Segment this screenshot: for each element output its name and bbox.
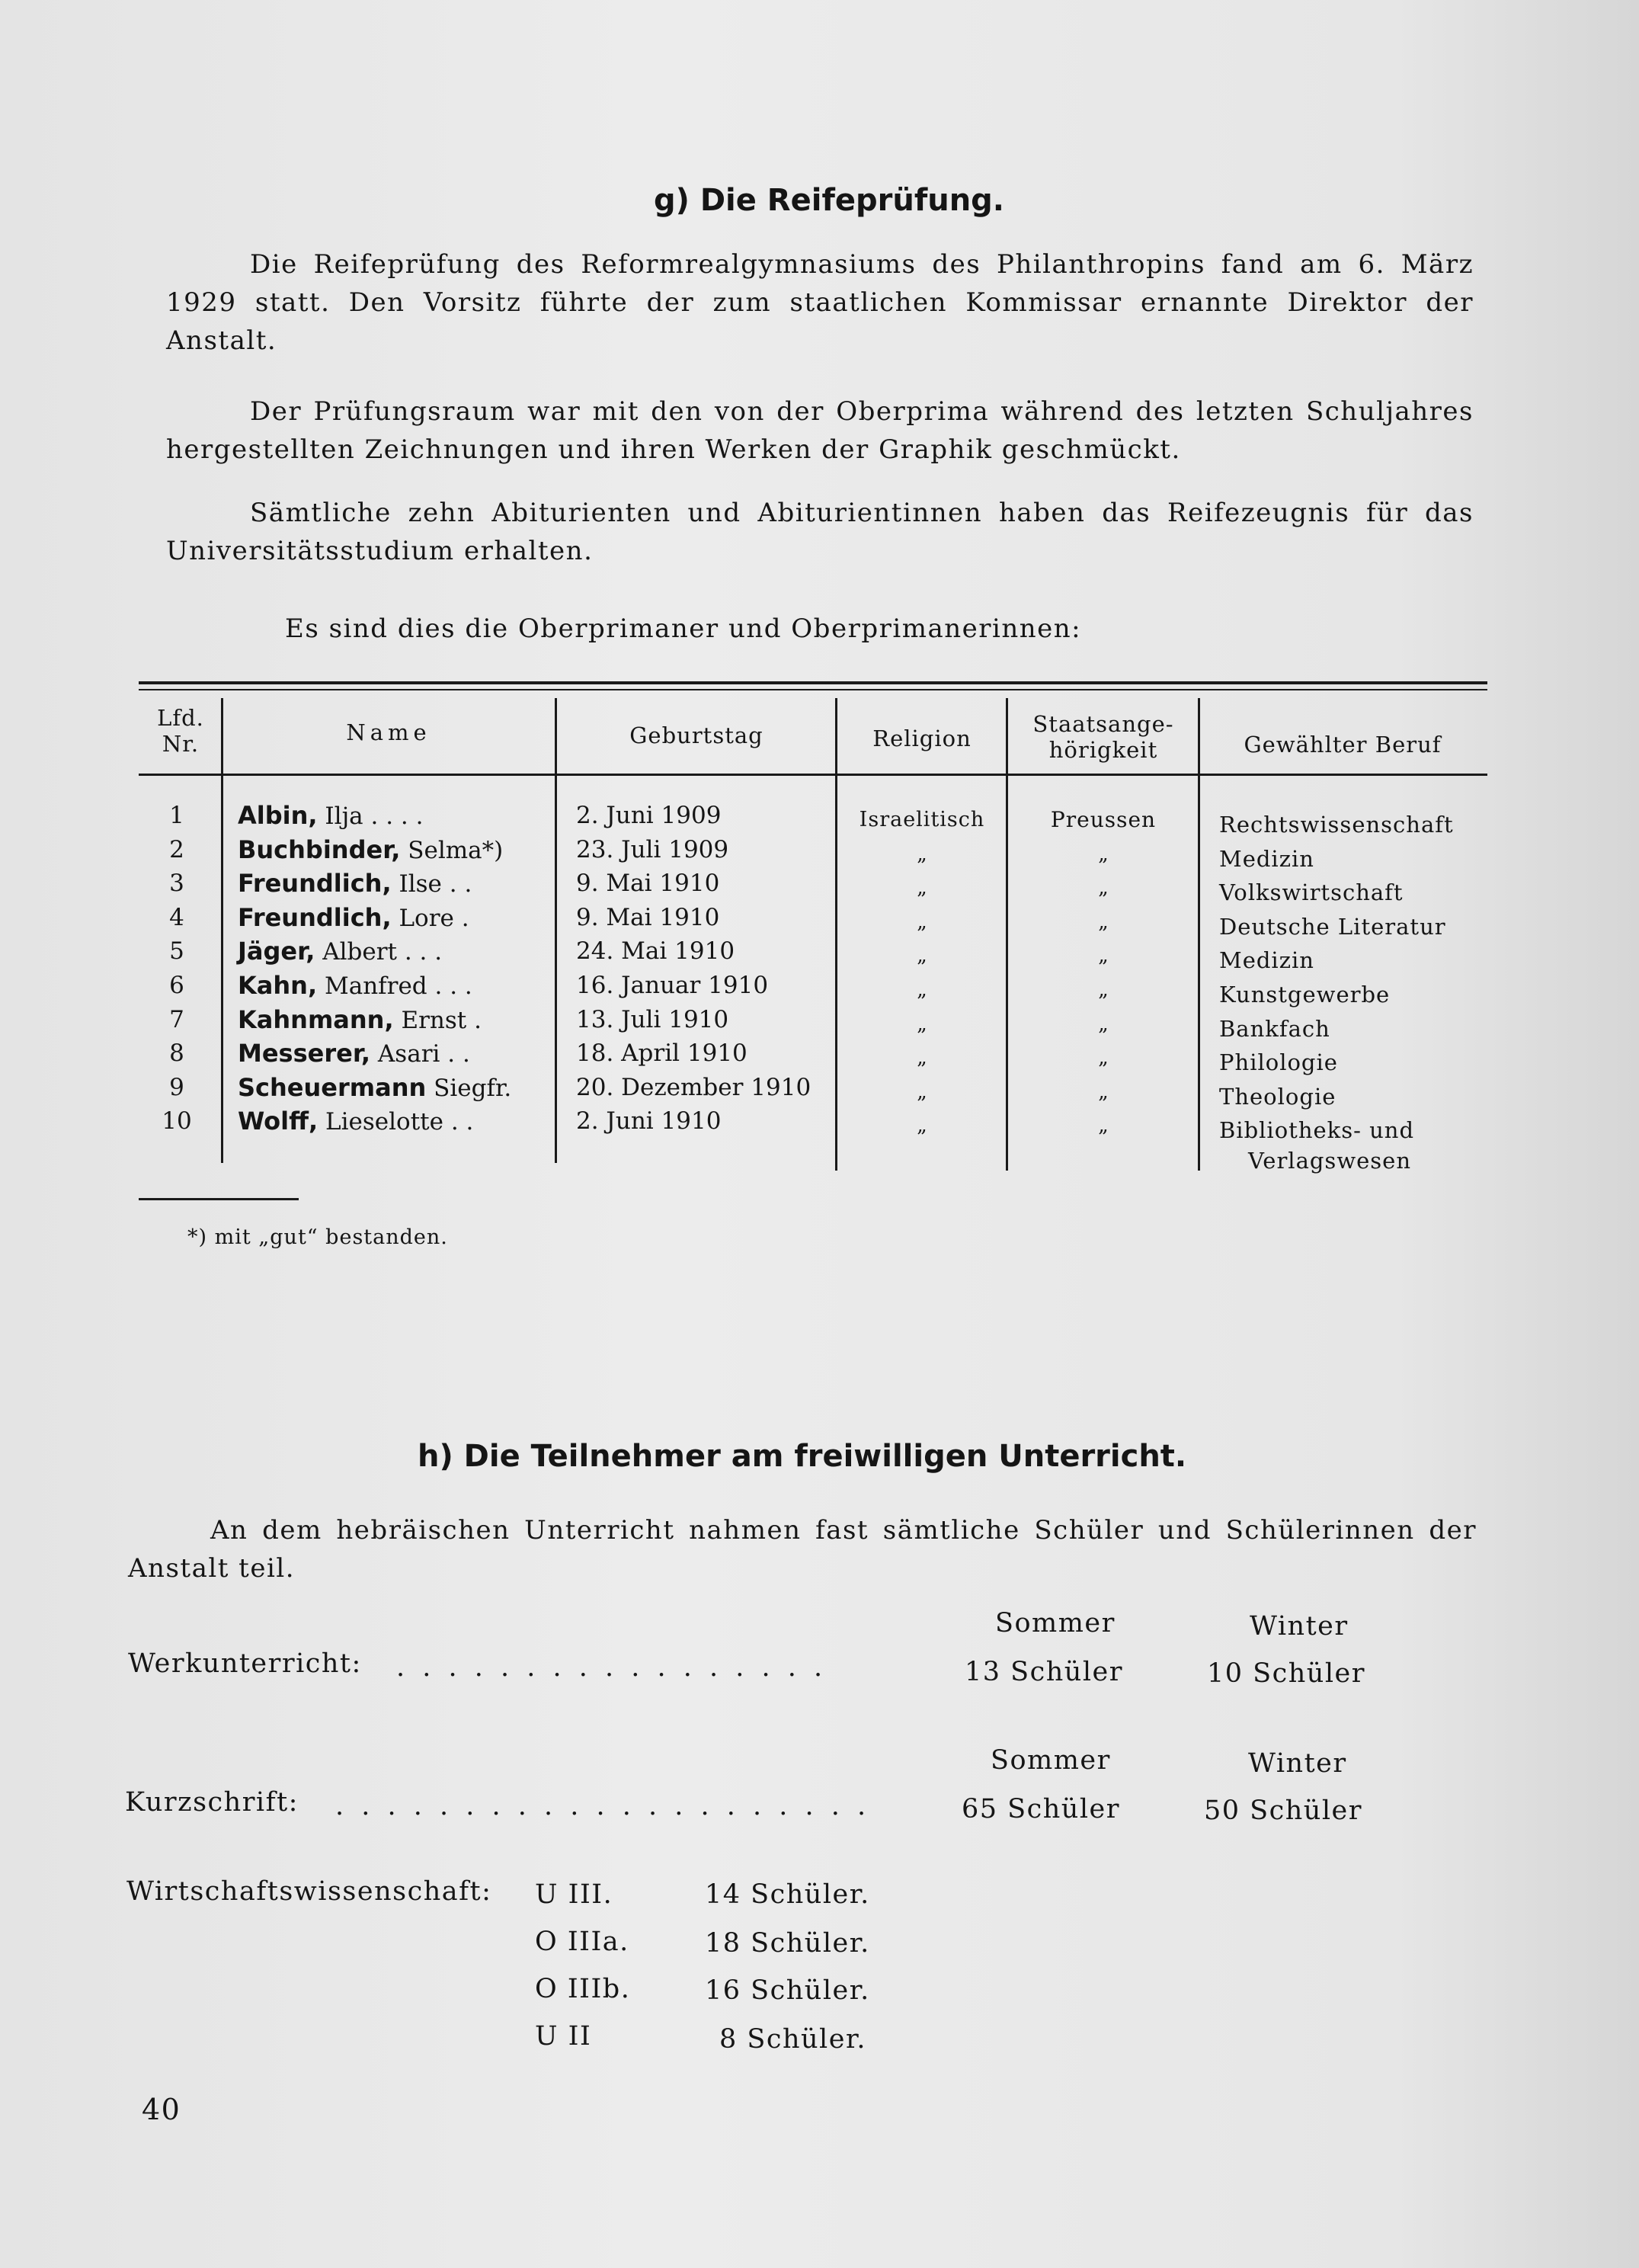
row-citizenship: „ <box>1098 1081 1109 1104</box>
row-birthdate: 16. Januar 1910 <box>576 972 769 999</box>
table-col-divider <box>221 698 223 1163</box>
header-birth: Geburtstag <box>629 722 763 748</box>
section-g-heading: g) Die Reifeprüfung. <box>654 183 1004 218</box>
row-citizenship: „ <box>1098 1114 1109 1137</box>
werk-leaders: . . . . . . . . . . . . . . . . . <box>396 1652 828 1683</box>
row-surname: Kahn, <box>238 971 318 1000</box>
row-birthdate: 20. Dezember 1910 <box>576 1074 811 1101</box>
row-birthdate: 9. Mai 1910 <box>576 870 720 897</box>
kurz-label: Kurzschrift: <box>125 1787 299 1818</box>
row-career: Medizin <box>1219 947 1314 973</box>
werk-winter: 10 Schüler <box>1207 1658 1365 1689</box>
row-number: 9 <box>169 1074 184 1101</box>
row-given-name: Ilse . . <box>399 870 472 898</box>
wirt-row-count: 14 Schüler. <box>705 1879 870 1910</box>
kurz-winter: 50 Schüler <box>1204 1796 1362 1826</box>
row-career: Deutsche Literatur <box>1219 914 1446 940</box>
row-religion: „ <box>917 1114 927 1137</box>
row-career: Bibliotheks- und <box>1219 1117 1415 1143</box>
row-surname: Freundlich, <box>238 869 392 898</box>
row-name <box>238 1071 511 1105</box>
row-citizenship: „ <box>1098 944 1109 967</box>
row-name <box>238 867 472 901</box>
table-col-divider <box>835 698 837 1171</box>
row-citizenship: „ <box>1098 911 1109 934</box>
header-name: Name <box>346 719 431 745</box>
row-career: Kunstgewerbe <box>1219 982 1391 1007</box>
werk-label: Werkunterricht: <box>128 1648 362 1679</box>
row-name <box>238 1104 473 1139</box>
row-birthdate: 13. Juli 1910 <box>576 1006 729 1033</box>
row-given-name: Ernst . <box>401 1007 482 1034</box>
table-col-divider <box>1006 698 1008 1171</box>
row-name <box>238 1036 470 1071</box>
row-career-continued: Verlagswesen <box>1248 1148 1412 1174</box>
row-citizenship: „ <box>1098 1046 1109 1069</box>
row-number: 5 <box>169 937 184 965</box>
row-career: Volkswirtschaft <box>1219 879 1404 905</box>
wirt-row-class: O IIIa. <box>535 1927 629 1957</box>
page-number: 40 <box>142 2093 181 2126</box>
row-number: 8 <box>169 1040 184 1067</box>
row-religion: „ <box>917 1013 927 1036</box>
row-career: Rechtswissenschaft <box>1219 812 1454 838</box>
row-religion: „ <box>917 944 927 967</box>
row-name <box>238 969 472 1003</box>
row-given-name: Albert . . . <box>322 938 443 966</box>
row-number: 10 <box>162 1107 192 1135</box>
row-surname: Kahnmann, <box>238 1005 394 1034</box>
row-religion: „ <box>917 911 927 934</box>
row-citizenship: „ <box>1098 979 1109 1001</box>
row-birthdate: 9. Mai 1910 <box>576 904 720 931</box>
row-religion: „ <box>917 979 927 1001</box>
kurz-leaders: . . . . . . . . . . . . . . . . . . . . . <box>335 1791 871 1821</box>
row-number: 6 <box>169 972 184 999</box>
row-religion: „ <box>917 1046 927 1069</box>
footnote: *) mit „gut“ bestanden. <box>187 1225 448 1249</box>
wirt-row-class: O IIIb. <box>535 1974 631 2004</box>
row-religion: „ <box>917 876 927 899</box>
table-header-rule <box>139 774 1487 776</box>
row-number: 3 <box>169 870 184 897</box>
section-g-paragraph-4: Es sind dies die Oberprimaner und Oberprimanerinnen: <box>285 613 1082 644</box>
row-given-name: Lore . <box>399 905 469 932</box>
row-given-name: Lieselotte . . <box>325 1108 474 1136</box>
table-top-rule-thin <box>139 689 1487 690</box>
wirt-label: Wirtschaftswissenschaft: <box>126 1876 492 1907</box>
row-number: 1 <box>169 802 184 829</box>
header-career: Gewählter Beruf <box>1244 732 1442 758</box>
row-surname: Messerer, <box>238 1039 371 1068</box>
row-religion: „ <box>917 843 927 866</box>
wirt-row-class: U III. <box>535 1879 613 1910</box>
row-citizenship: „ <box>1098 843 1109 866</box>
row-career: Philologie <box>1219 1049 1338 1075</box>
row-name <box>238 934 442 969</box>
row-religion: „ <box>917 1081 927 1104</box>
werk-winter-head: Winter <box>1250 1611 1349 1642</box>
wirt-row-count: 16 Schüler. <box>705 1975 870 2006</box>
row-number: 7 <box>169 1006 184 1033</box>
table-col-divider <box>555 698 557 1163</box>
row-surname: Scheuermann <box>238 1073 427 1102</box>
header-religion: Religion <box>872 726 972 751</box>
werk-sommer: 13 Schüler <box>965 1657 1123 1687</box>
row-name <box>238 901 469 935</box>
row-birthdate: 23. Juli 1909 <box>576 836 729 863</box>
row-given-name: Selma*) <box>408 837 504 864</box>
kurz-sommer: 65 Schüler <box>962 1794 1120 1824</box>
werk-sommer-head: Sommer <box>995 1608 1116 1639</box>
kurz-sommer-head: Sommer <box>991 1745 1111 1776</box>
row-surname: Jäger, <box>238 937 315 966</box>
row-citizenship: Preussen <box>1050 807 1157 832</box>
row-birthdate: 24. Mai 1910 <box>576 937 735 965</box>
row-citizenship: „ <box>1098 1013 1109 1036</box>
row-given-name: Siegfr. <box>434 1075 512 1102</box>
row-career: Medizin <box>1219 846 1314 872</box>
wirt-row-class: U II <box>535 2021 592 2052</box>
row-citizenship: „ <box>1098 876 1109 899</box>
row-birthdate: 2. Juni 1910 <box>576 1107 722 1135</box>
row-name <box>238 799 424 833</box>
row-number: 2 <box>169 836 184 863</box>
section-g-paragraph-2: Der Prüfungsraum war mit den von der Oberprima während des letzten Schuljahres hergestellten Zeichnungen und ihren Werken der Graphik geschmückt. <box>166 396 1474 465</box>
kurz-winter-head: Winter <box>1248 1748 1347 1779</box>
wirt-row-count: 8 Schüler. <box>719 2024 866 2055</box>
row-surname: Buchbinder, <box>238 835 401 864</box>
row-name <box>238 833 503 867</box>
row-number: 4 <box>169 904 184 931</box>
row-career: Theologie <box>1219 1084 1336 1110</box>
section-g-paragraph-1: Die Reifeprüfung des Reformrealgymnasiums des Philanthropins fand am 6. März 1929 statt. Den Vorsitz führte der zum staatlichen Kommissar ernannte Direktor der Anstalt. <box>166 249 1474 356</box>
row-name <box>238 1003 482 1037</box>
table-col-divider <box>1198 698 1200 1171</box>
wirt-row-count: 18 Schüler. <box>705 1928 870 1959</box>
table-top-rule <box>139 681 1487 684</box>
section-h-intro: An dem hebräischen Unterricht nahmen fast sämtliche Schüler und Schülerinnen der Anstalt teil. <box>128 1515 1477 1584</box>
row-religion: Israelitisch <box>859 808 985 831</box>
row-given-name: Manfred . . . <box>324 972 472 1000</box>
header-nr: Lfd. Nr. <box>157 705 204 757</box>
footnote-rule <box>139 1198 299 1200</box>
row-surname: Freundlich, <box>238 903 392 932</box>
header-citizenship: Staatsange- hörigkeit <box>1032 711 1174 763</box>
row-surname: Wolff, <box>238 1107 319 1136</box>
section-h-heading: h) Die Teilnehmer am freiwilligen Unterricht. <box>418 1439 1187 1474</box>
row-given-name: Asari . . <box>377 1040 470 1068</box>
row-birthdate: 18. April 1910 <box>576 1040 747 1067</box>
row-surname: Albin, <box>238 801 318 830</box>
row-given-name: Ilja . . . . <box>325 802 424 830</box>
row-birthdate: 2. Juni 1909 <box>576 802 722 829</box>
section-g-paragraph-3: Sämtliche zehn Abiturienten und Abiturientinnen haben das Reifezeugnis für das Universitätsstudium erhalten. <box>166 498 1474 566</box>
row-career: Bankfach <box>1219 1016 1330 1042</box>
